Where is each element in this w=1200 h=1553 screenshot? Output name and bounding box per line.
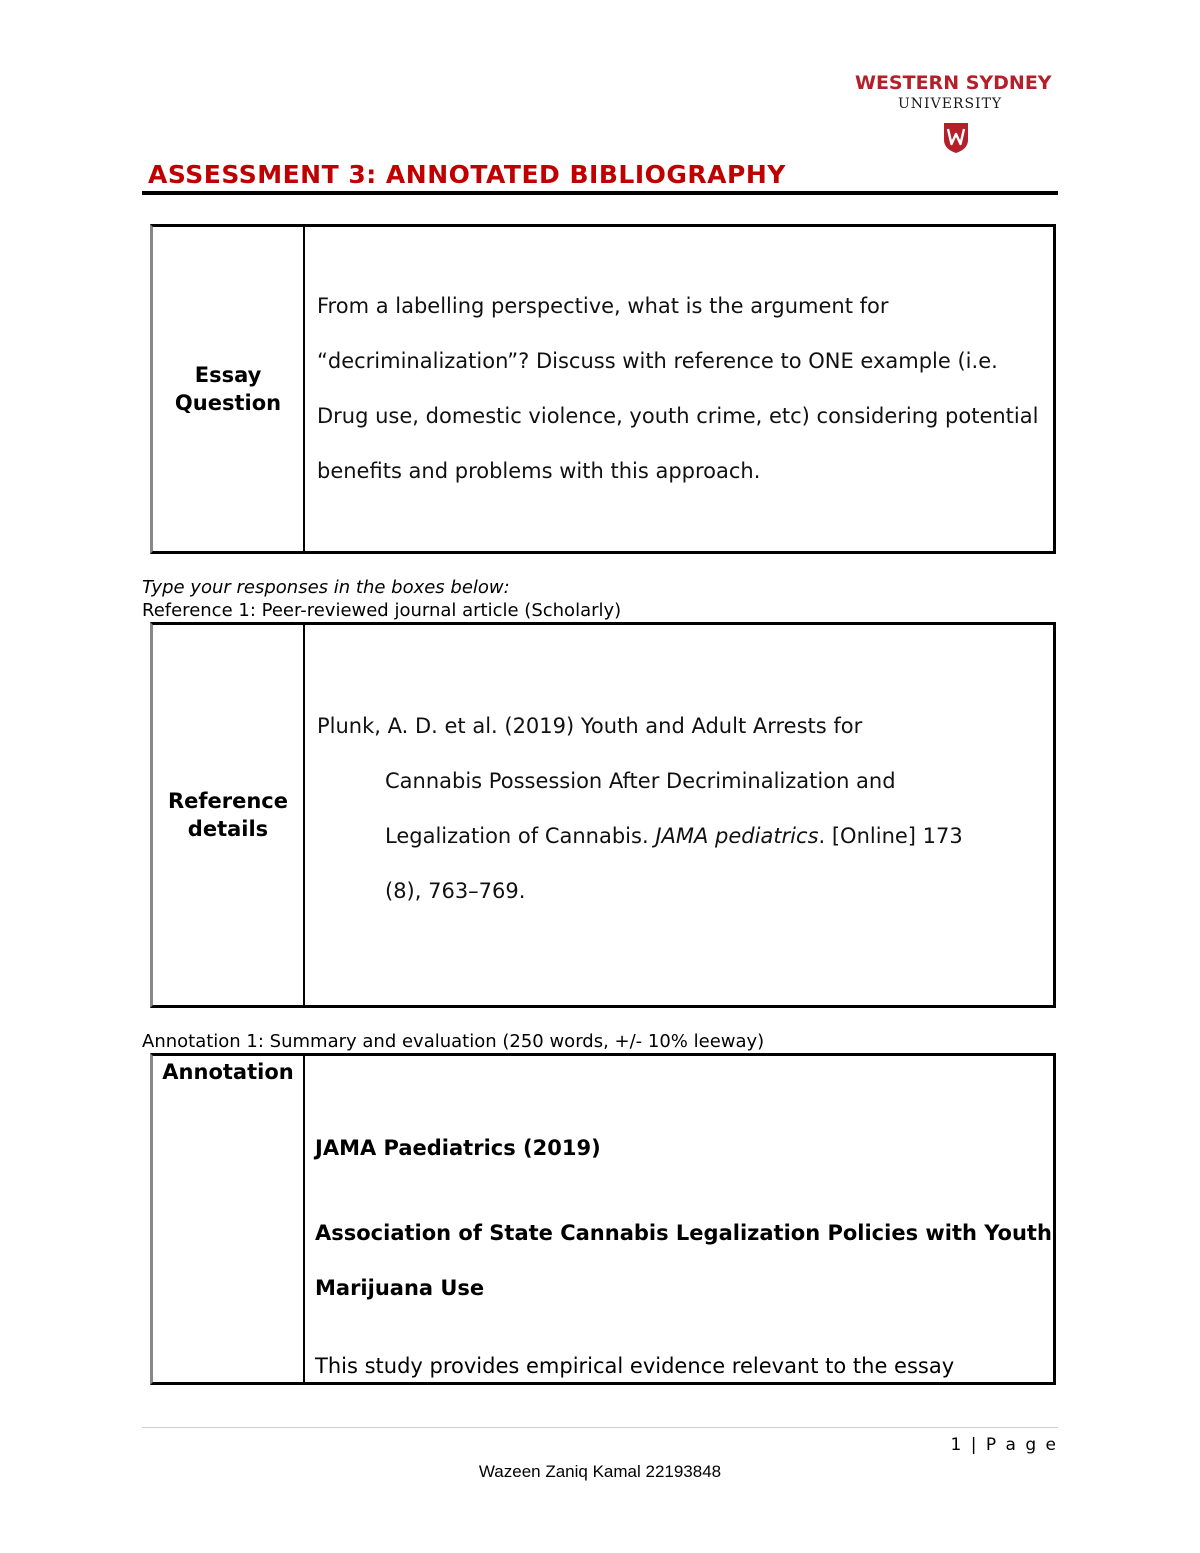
journal-name: JAMA pediatrics xyxy=(655,824,819,848)
citation-line-3 xyxy=(317,809,1047,864)
annotation-cell[interactable] xyxy=(305,1056,1053,1382)
essay-question-text: From a labelling perspective, what is the argument for “decriminalization”? Discuss with reference to ONE example (i.e. Drug use, domestic violence, youth crime, etc) considering potential benefits and problems with this approach. xyxy=(317,294,1039,483)
annotation-journal: JAMA Paediatrics (2019) xyxy=(315,1136,601,1160)
citation-line-1: Plunk, A. D. et al. (2019) Youth and Adult Arrests for xyxy=(317,714,863,738)
footer-divider xyxy=(142,1427,1058,1428)
annotation-label-text: Annotation xyxy=(162,1060,294,1084)
essay-question-label: Essay Question xyxy=(153,227,305,551)
annotation-1-caption: Annotation 1: Summary and evaluation (250 words, +/- 10% leeway) xyxy=(142,1031,765,1052)
page-number: 1 | P a g e xyxy=(950,1435,1058,1455)
annotation-1-table xyxy=(150,1053,1056,1385)
citation-line-3-pre: Legalization of Cannabis. xyxy=(385,824,656,848)
university-logo-text: WESTERN SYDNEY xyxy=(855,72,1052,94)
annotation-label xyxy=(153,1056,305,1382)
footer-author: Wazeen Zaniq Kamal 22193848 xyxy=(478,1462,722,1481)
title-divider xyxy=(142,191,1058,195)
shield-icon xyxy=(943,122,969,154)
reference-1-caption: Reference 1: Peer-reviewed journal article (Scholarly) xyxy=(142,600,622,621)
reference-details-label: Reference details xyxy=(153,625,305,1005)
annotation-article-title: Association of State Cannabis Legalization Policies with Youth Marijuana Use xyxy=(315,1221,1052,1300)
essay-question-cell[interactable] xyxy=(305,227,1053,551)
citation-line-3-post: . [Online] 173 xyxy=(818,824,963,848)
reference-details-cell[interactable] xyxy=(305,625,1053,1005)
citation-line-2: Cannabis Possession After Decriminalization and xyxy=(385,769,896,793)
instructions-text: Type your responses in the boxes below: xyxy=(142,577,510,598)
citation-line-4: (8), 763–769. xyxy=(385,879,526,903)
reference-1-table xyxy=(150,622,1056,1008)
reference-citation xyxy=(317,699,1047,919)
annotation-body: This study provides empirical evidence relevant to the essay xyxy=(315,1354,955,1378)
university-logo-subtext: UNIVERSITY xyxy=(898,96,1003,112)
page-title: ASSESSMENT 3: ANNOTATED BIBLIOGRAPHY xyxy=(148,160,786,189)
essay-question-table xyxy=(150,224,1056,554)
